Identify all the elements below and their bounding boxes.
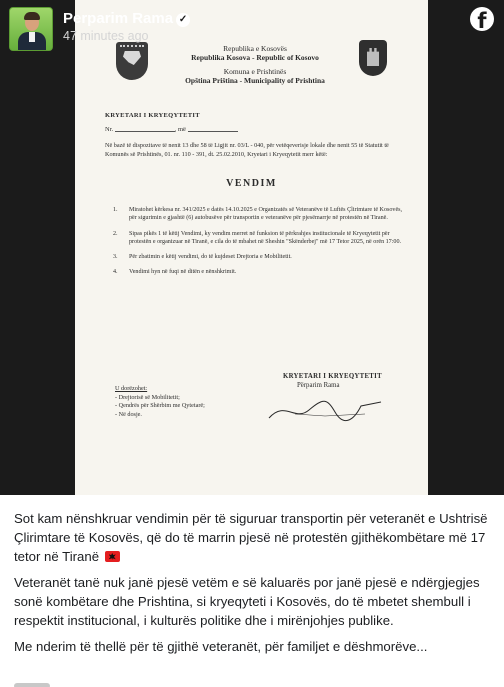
post-caption [0, 495, 504, 687]
recipient-item: - Në dosje. [115, 410, 142, 418]
decision-item: 3. Për zbatimin e këtij vendimi, do të kujdeset Drejtoria e Mobilitetit. [113, 254, 292, 261]
post-header [0, 0, 504, 60]
org-line-1: Republika e Kosovës [223, 44, 287, 53]
recipient-item: - Qendrës për Shërbim me Qytetarë; [115, 402, 205, 410]
decision-item: 1. Miratohet kërkesa nr. 341/2025 e datës 14.10.2025 e Organizatës së Veteranëve të Luftës Çlirimtare të Kosovës, për sigurimin e gjashtë (6) autobusëve për transportin e veteranëve për pjesëmarrje në protestën në Tiranë. [113, 207, 403, 222]
reference-line [105, 126, 305, 133]
decision-item: 4. Vendimi hyn në fuqi në ditën e nënshkrimit. [113, 269, 237, 276]
decision-document [75, 0, 428, 495]
org-line-2: Republika Kosova - Republic of Kosovo [191, 53, 319, 62]
recipient-item: - Drejtorisë së Mobilitetit; [115, 393, 180, 401]
post-timestamp[interactable]: 47 minutes ago [63, 29, 149, 43]
verified-check-icon: ✓ [176, 13, 190, 27]
recipients-heading: U dorëzohet: [115, 385, 148, 392]
org-line-4: Opština Priština - Municipality of Prishtina [185, 76, 325, 85]
signer-name: Përparim Rama [297, 382, 340, 389]
see-more-pill[interactable] [14, 683, 50, 687]
caption-paragraph-1: Sot kam nënshkruar vendimin për të siguruar transportin për veteranët e Ushtrisë Çlirimtare të Kosovës, që do të marrin pjesë në protestën gjithëkombëtare më 17 tetor në Tiranë [14, 511, 488, 564]
caption-paragraph-3[interactable]: Me nderim të thellë për të gjithë veteranët, për familjet e dëshmorëve... [14, 639, 428, 654]
signer-title: KRYETARI I KRYEQYTETIT [283, 373, 382, 380]
ref-mid: , më [174, 126, 186, 133]
office-heading: KRYETARI I KRYEQYTETIT [105, 112, 200, 119]
author-name[interactable]: Perparim Rama ✓ [63, 10, 190, 27]
document-title: VENDIM [226, 178, 277, 189]
recipients-list [115, 385, 205, 419]
org-line-3: Komuna e Prishtinës [223, 67, 287, 76]
avatar[interactable] [9, 7, 53, 51]
albania-flag-icon [105, 551, 120, 562]
handwritten-signature-icon [265, 392, 385, 428]
facebook-icon: f [470, 7, 494, 31]
decision-items [113, 206, 403, 284]
caption-paragraph-2: Veteranët tanë nuk janë pjesë vetëm e së kaluarës por janë pjesë e ndërgjegjes sonë kombëtare dhe Prishtina, si kryeqyteti i Kosovës, do të mbetet shembull i respektit institucional, i kulturës politike dhe i mirënjohjes publike. [14, 575, 480, 628]
ref-prefix: Nr. [105, 126, 114, 133]
preamble: Në bazë të dispozitave të nenit 13 dhe 58 të Ligjit nr. 03/L - 040, për vetëqeverisje lokale dhe nenit 55 të Statutit të Komunës së Prishtinës, 01. nr. 110 - 391, dt. 25.02.2010, Kryetari i Kryeqytetit merr këtë: [105, 142, 389, 158]
decision-item: 2. Sipas pikës 1 të këtij Vendimi, ky vendim merret në funksion të përkrahjes institucionale të Kryeqytetit për protestën e organizuar në Tiranë, e cila do të mbahet në Sheshin "Skënderbej" më 17 Tetor 2025, në orën 17:00. [113, 230, 402, 245]
